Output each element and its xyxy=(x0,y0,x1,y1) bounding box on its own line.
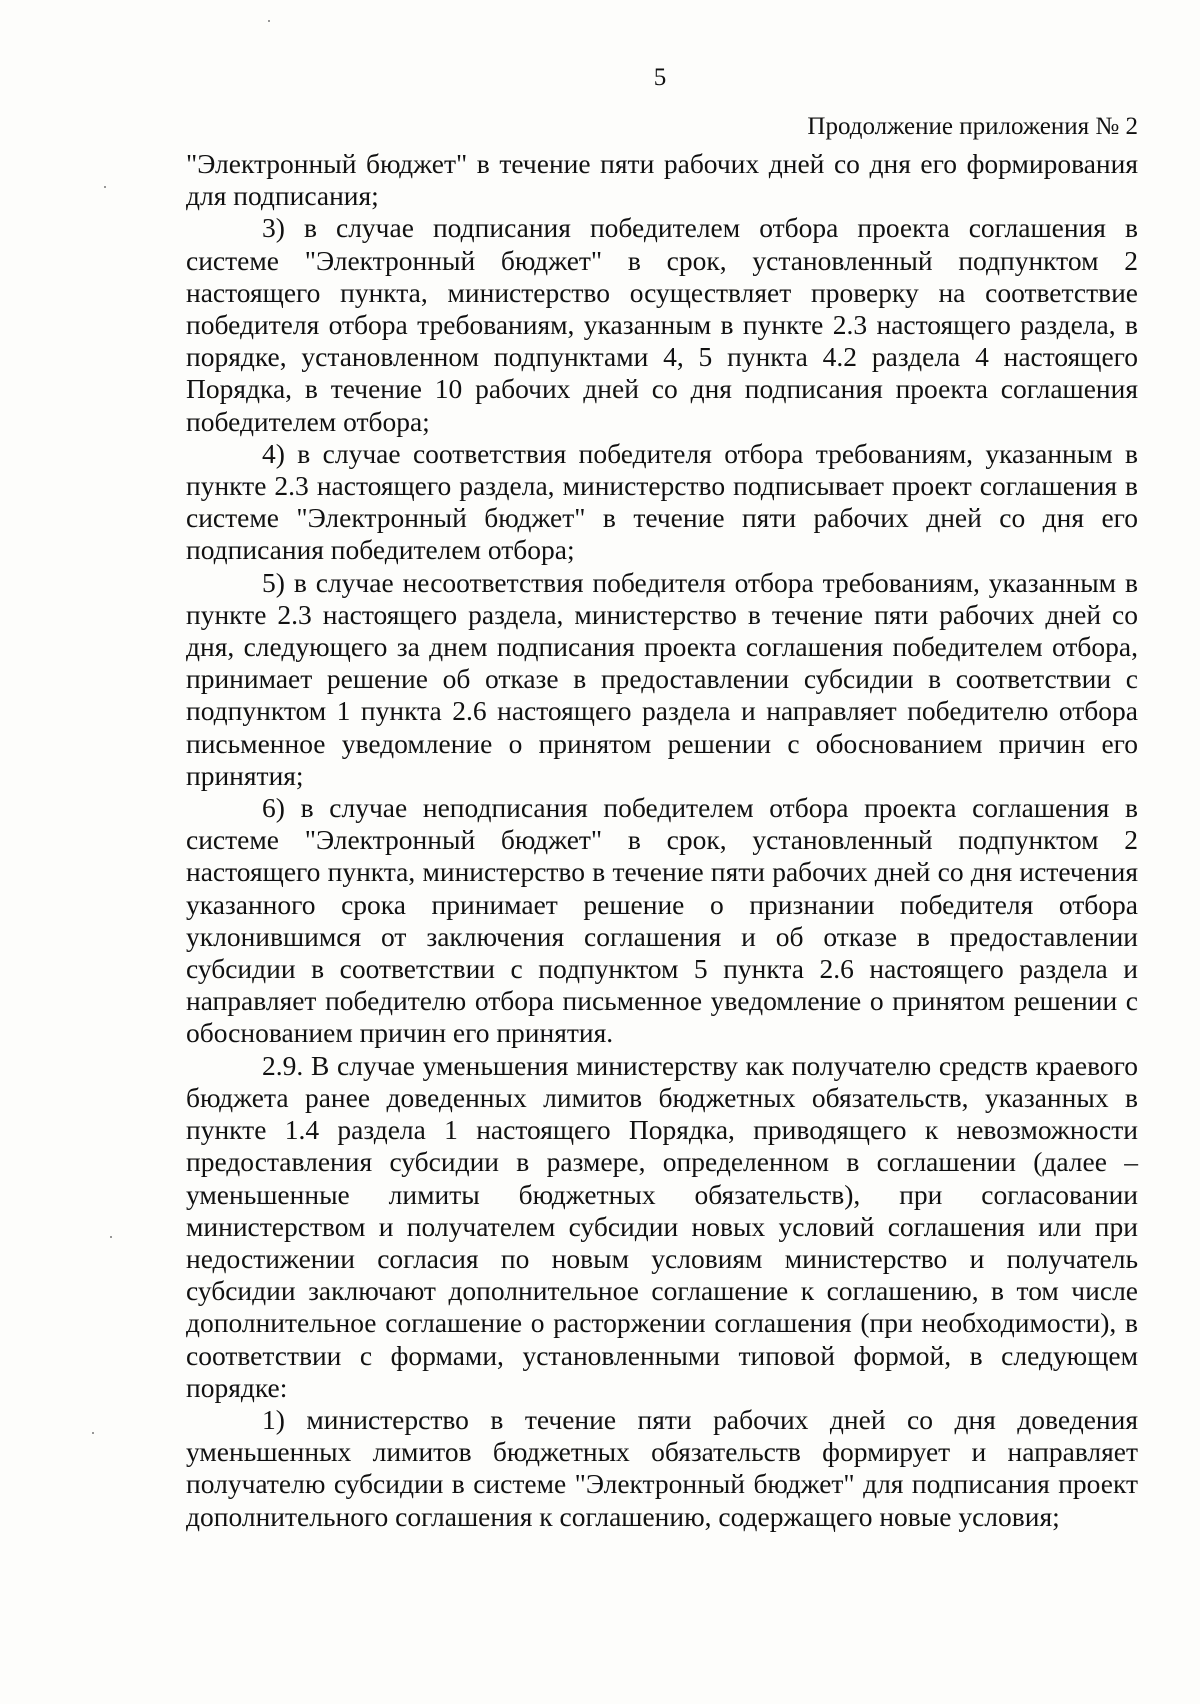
paragraph-item-1: 1) министерство в течение пяти рабочих дней со дня доведения уменьшенных лимитов бюджетных обязательств формирует и направляет получателю субсидии в системе "Электронный бюджет" для подписания проект дополнительного соглашения к соглашению, содержащего новые условия; xyxy=(186,1403,1138,1532)
scan-speck xyxy=(110,1236,112,1238)
scan-speck xyxy=(104,186,106,188)
page-number: 5 xyxy=(653,64,667,91)
paragraph-section-2-9: 2.9. В случае уменьшения министерству как получателю средств краевого бюджета ранее доведенных лимитов бюджетных обязательств, указанных в пункте 1.4 раздела 1 настоящего Порядка, приводящего к невозможности предоставления субсидии в размере, определенном в соглашении (далее – уменьшенные лимиты бюджетных обязательств), при согласовании министерством и получателем субсидии новых условий соглашения или при недостижении согласия по новым условиям министерство и получатель субсидии заключают дополнительное соглашение к соглашению, в том числе дополнительное соглашение о расторжении соглашения (при необходимости), в соответствии с формами, установленными типовой формой, в следующем порядке: xyxy=(186,1049,1138,1403)
appendix-note: Продолжение приложения № 2 xyxy=(807,113,1138,140)
paragraph-continuation: "Электронный бюджет" в течение пяти рабочих дней со дня его формирования для подписания; xyxy=(186,148,1138,212)
paragraph-item-4: 4) в случае соответствия победителя отбора требованиям, указанным в пункте 2.3 настоящего раздела, министерство подписывает проект соглашения в системе "Электронный бюджет" в течение пяти рабочих дней со дня его подписания победителем отбора; xyxy=(186,437,1138,566)
scan-speck xyxy=(268,20,270,22)
scan-speck xyxy=(92,1432,94,1434)
paragraph-item-3: 3) в случае подписания победителем отбора проекта соглашения в системе "Электронный бюджет" в срок, установленный подпунктом 2 настоящего пункта, министерство осуществляет проверку на соответствие победителя отбора требованиям, указанным в пункте 2.3 настоящего раздела, в порядке, установленном подпунктами 4, 5 пункта 4.2 раздела 4 настоящего Порядка, в течение 10 рабочих дней со дня подписания проекта соглашения победителем отбора; xyxy=(186,212,1138,437)
paragraph-item-6: 6) в случае неподписания победителем отбора проекта соглашения в системе "Электронный бюджет" в срок, установленный подпунктом 2 настоящего пункта, министерство в течение пяти рабочих дней со дня истечения указанного срока принимает решение о признании победителя отбора уклонившимся от заключения соглашения и об отказе в предоставлении субсидии в соответствии с подпунктом 5 пункта 2.6 настоящего раздела и направляет победителю отбора письменное уведомление о принятом решении с обоснованием причин его принятия. xyxy=(186,792,1138,1049)
document-body xyxy=(186,148,1138,1533)
paragraph-item-5: 5) в случае несоответствия победителя отбора требованиям, указанным в пункте 2.3 настоящего раздела, министерство в течение пяти рабочих дней со дня, следующего за днем подписания проекта соглашения победителем отбора, принимает решение об отказе в предоставлении субсидии в соответствии с подпунктом 1 пункта 2.6 настоящего раздела и направляет победителю отбора письменное уведомление о принятом решении с обоснованием причин его принятия; xyxy=(186,566,1138,791)
